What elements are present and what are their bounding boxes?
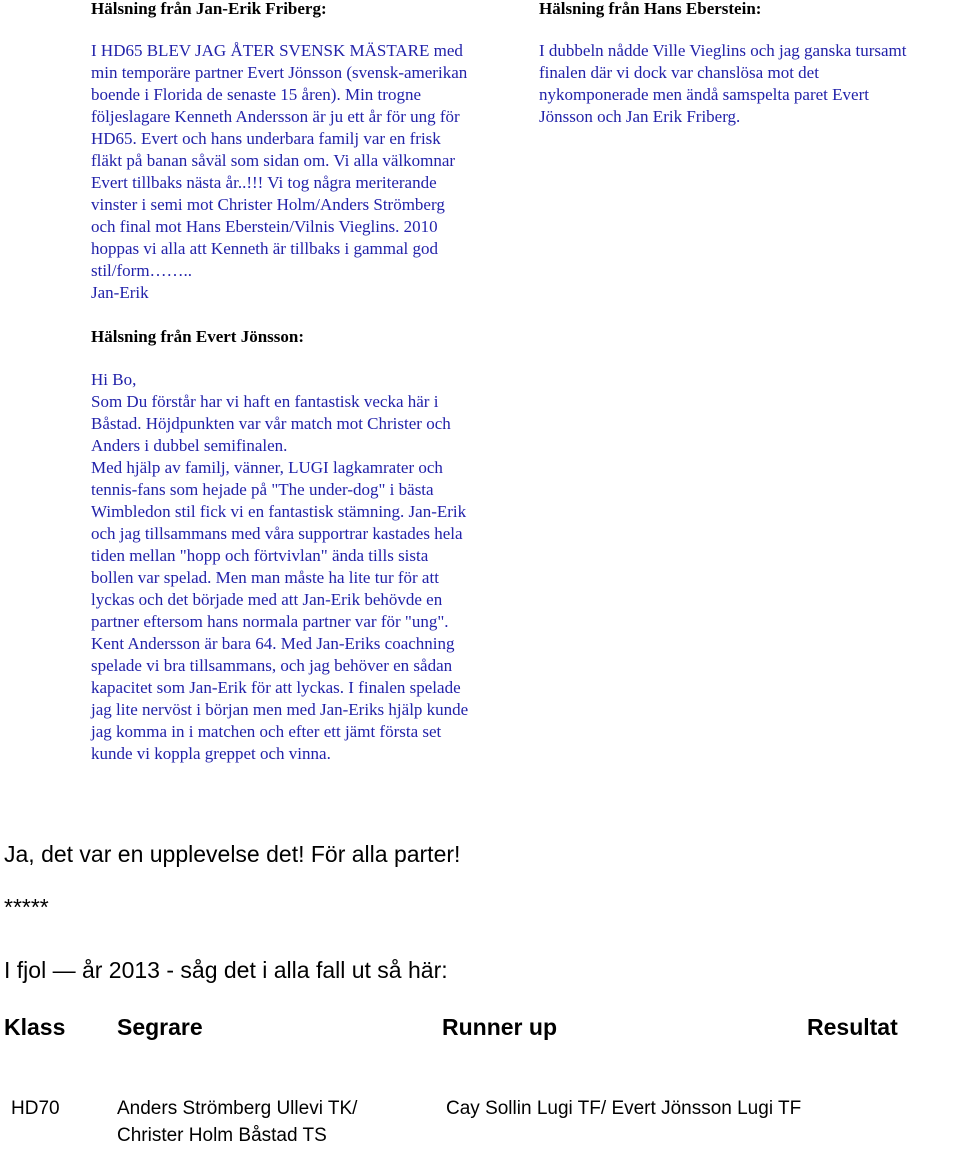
friberg-line: vinster i semi mot Christer Holm/Anders Strömberg: [91, 195, 445, 214]
jonsson-heading: Hälsning från Evert Jönsson:: [91, 327, 304, 346]
cell-klass: HD70: [11, 1098, 60, 1119]
jonsson-line: tiden mellan "hopp och förtvivlan" ända tills sista: [91, 546, 429, 565]
cell-segrare-line2: Christer Holm Båstad TS: [117, 1125, 327, 1146]
jonsson-line: Anders i dubbel semifinalen.: [91, 436, 288, 455]
friberg-line: stil/form……..: [91, 261, 193, 280]
jonsson-line: jag komma in i matchen och efter ett jämt första set: [91, 722, 442, 741]
jonsson-line: kapacitet som Jan-Erik för att lyckas. I finalen spelade: [91, 678, 461, 697]
eberstein-line: Jönsson och Jan Erik Friberg.: [539, 107, 741, 126]
jonsson-line: Som Du förstår har vi haft en fantastisk vecka här i: [91, 392, 439, 411]
closing-remark: Ja, det var en upplevelse det! För alla parter!: [4, 841, 461, 867]
jonsson-line: partner eftersom hans normala partner var för "ung".: [91, 612, 449, 631]
jonsson-message: [91, 369, 468, 765]
jonsson-line: Båstad. Höjdpunkten var vår match mot Christer och: [91, 414, 451, 433]
jonsson-line: Kent Andersson är bara 64. Med Jan-Eriks coachning: [91, 634, 455, 653]
jonsson-line: kunde vi koppla greppet och vinna.: [91, 744, 331, 763]
jonsson-line: bollen var spelad. Men man måste ha lite tur för att: [91, 568, 439, 587]
friberg-line: följeslagare Kenneth Andersson är ju ett år för ung för: [91, 107, 460, 126]
friberg-line: min temporäre partner Evert Jönsson (svensk-amerikan: [91, 63, 468, 82]
jonsson-line: lyckas och det började med att Jan-Erik behövde en: [91, 590, 443, 609]
eberstein-line: nykomponerade men ändå samspelta paret Evert: [539, 85, 869, 104]
header-resultat: Resultat: [807, 1014, 898, 1040]
friberg-line: fläkt på banan såväl som sidan om. Vi alla välkomnar: [91, 151, 456, 170]
header-runner-up: Runner up: [442, 1014, 557, 1040]
cell-segrare-line1: Anders Strömberg Ullevi TK/: [117, 1098, 358, 1119]
jonsson-line: och jag tillsammans med våra supportrar kastades hela: [91, 524, 463, 543]
eberstein-line: I dubbeln nådde Ville Vieglins och jag ganska tursamt: [539, 41, 907, 60]
friberg-line: hoppas vi alla att Kenneth är tillbaks i gammal god: [91, 239, 438, 258]
friberg-line: Evert tillbaks nästa år..!!! Vi tog några meriterande: [91, 173, 437, 192]
friberg-line: HD65. Evert och hans underbara familj var en frisk: [91, 129, 441, 148]
results-subtitle: I fjol — år 2013 - såg det i alla fall ut så här:: [4, 957, 448, 983]
header-segrare: Segrare: [117, 1014, 203, 1040]
jonsson-line: jag lite nervöst i början men med Jan-Eriks hjälp kunde: [91, 700, 469, 719]
friberg-heading: Hälsning från Jan-Erik Friberg:: [91, 0, 327, 18]
friberg-signature: Jan-Erik: [91, 283, 149, 302]
header-klass: Klass: [4, 1014, 66, 1040]
friberg-line: boende i Florida de senaste 15 åren). Min trogne: [91, 85, 421, 104]
friberg-line: I HD65 BLEV JAG ÅTER SVENSK MÄSTARE med: [91, 41, 463, 60]
jonsson-greeting: Hi Bo,: [91, 370, 137, 389]
friberg-message: [91, 40, 467, 304]
cell-runner-up: Cay Sollin Lugi TF/ Evert Jönsson Lugi TF: [446, 1098, 802, 1119]
jonsson-line: spelade vi bra tillsammans, och jag behöver en sådan: [91, 656, 453, 675]
jonsson-line: Med hjälp av familj, vänner, LUGI lagkamrater och: [91, 458, 443, 477]
eberstein-line: finalen där vi dock var chanslösa mot det: [539, 63, 819, 82]
friberg-line: och final mot Hans Eberstein/Vilnis Vieglins. 2010: [91, 217, 438, 236]
jonsson-line: Wimbledon stil fick vi en fantastisk stämning. Jan-Erik: [91, 502, 467, 521]
eberstein-message: [539, 40, 906, 128]
eberstein-heading: Hälsning från Hans Eberstein:: [539, 0, 762, 18]
jonsson-line: tennis-fans som hejade på "The under-dog" i bästa: [91, 480, 434, 499]
section-separator: *****: [4, 894, 49, 920]
